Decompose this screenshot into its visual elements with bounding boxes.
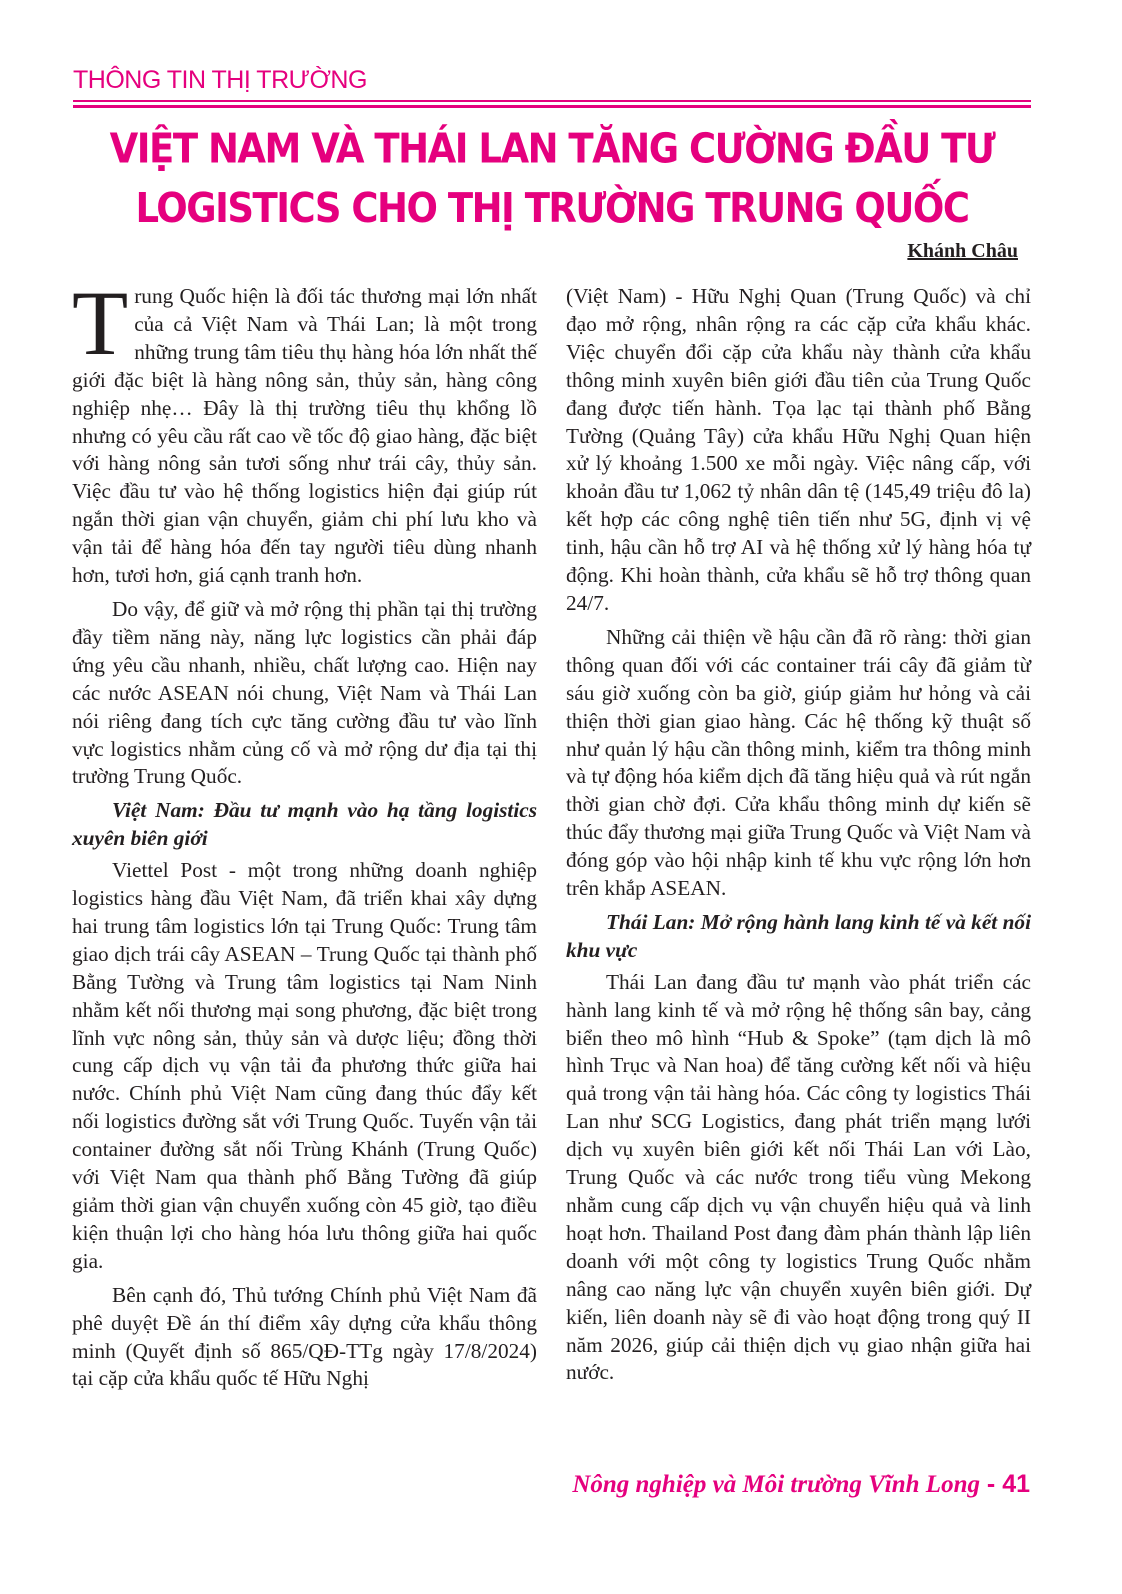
subheading: Việt Nam: Đầu tư mạnh vào hạ tầng logistics xuyên biên giới [72,798,537,851]
paragraph: Do vậy, để giữ và mở rộng thị phần tại thị trường đầy tiềm năng này, năng lực logistics cần phải đáp ứng yêu cầu nhanh, nhiều, chất lượng cao. Hiện nay các nước ASEAN nói chung, Việt Nam và Thái Lan nói riêng đang tích cực tăng cường đầu tư vào lĩnh vực logistics nhằm củng cố và mở rộng dư địa tại thị trường Trung Quốc. [72,596,537,789]
publication-name: Nông nghiệp và Môi trường Vĩnh Long [572,1471,980,1498]
section-label: THÔNG TIN THỊ TRƯỜNG [73,66,367,94]
subheading: Thái Lan: Mở rộng hành lang kinh tế và kết nối khu vực [566,909,1031,962]
paragraph: Thái Lan đang đầu tư mạnh vào phát triển các hành lang kinh tế và mở rộng hệ thống sân bay, cảng biển theo mô hình “Hub & Spoke” (tạm dịch là mô hình Trục và Nan hoa) để tăng cường kết nối và hiệu quả trong vận tải hàng hóa. Các công ty logistics Thái Lan như SCG Logistics, đang phát triển mạng lưới dịch vụ xuyên biên giới kết nối Thái Lan với Lào, Trung Quốc và các nước trong tiểu vùng Mekong nhằm cung cấp dịch vụ vận chuyển hiệu quả và linh hoạt hơn. Thailand Post đang đàm phán thành lập liên doanh với một công ty logistics Trung Quốc nhằm nâng cao năng lực vận chuyển xuyên biên giới. Dự kiến, liên doanh này sẽ đi vào hoạt động trong quý II năm 2026, giúp cải thiện dịch vụ giao nhận giữa hai nước. [566,969,1031,1385]
header-rule [73,100,1031,102]
paragraph: Bên cạnh đó, Thủ tướng Chính phủ Việt Nam đã phê duyệt Đề án thí điểm xây dựng cửa khẩu thông minh (Quyết định số 865/QĐ-TTg ngày 17/8/2024) tại cặp cửa khẩu quốc tế Hữu Nghị [72,1282,537,1391]
paragraph: Viettel Post - một trong những doanh nghiệp logistics hàng đầu Việt Nam, đã triển khai xây dựng hai trung tâm logistics lớn tại Trung Quốc: Trung tâm giao dịch trái cây ASEAN – Trung Quốc tại thành phố Bằng Tường và Trung tâm logistics tại Nam Ninh nhằm kết nối thương mại song phương, đặc biệt trong lĩnh vực nông sản, thủy sản và dược liệu; đồng thời cung cấp dịch vụ vận tải đa phương thức giữa hai nước. Chính phủ Việt Nam cũng đang thúc đẩy kết nối logistics đường sắt với Trung Quốc. Tuyến vận tải container đường sắt nối Trùng Khánh (Trung Quốc) với Việt Nam qua thành phố Bằng Tường đã giúp giảm thời gian vận chuyển xuống còn 45 giờ, tạo điều kiện thuận lợi cho hàng hóa lưu thông giữa hai quốc gia. [72,858,537,1273]
right-column [566,283,1031,1393]
author: Khánh Châu [907,240,1018,262]
page-number: 41 [1002,1470,1030,1498]
article-title [73,120,1031,239]
drop-cap: T [72,272,129,374]
title-line-1: VIỆT NAM VÀ THÁI LAN TĂNG CƯỜNG ĐẦU TƯ [109,125,995,173]
paragraph: Những cải thiện về hậu cần đã rõ ràng: thời gian thông quan đối với các container trái cây đã giảm từ sáu giờ xuống còn ba giờ, giúp giảm hư hỏng và cải thiện thời gian giao hàng. Các hệ thống kỹ thuật số như quản lý hậu cần thông minh, kiểm tra thông minh và tự động hóa kiểm dịch đã tăng hiệu quả và rút ngắn thời gian chờ đợi. Cửa khẩu thông minh dự kiến sẽ thúc đẩy thương mại giữa Trung Quốc và Việt Nam và đóng góp vào hội nhập kinh tế khu vực rộng lớn hơn trên khắp ASEAN. [566,624,1031,901]
paragraph: (Việt Nam) - Hữu Nghị Quan (Trung Quốc) và chỉ đạo mở rộng, nhân rộng ra các cặp cửa khẩu khác. Việc chuyển đổi cặp cửa khẩu này thành cửa khẩu thông minh xuyên biên giới đầu tiên của Trung Quốc đang được tiến hành. Tọa lạc tại thành phố Bằng Tường (Quảng Tây) cửa khẩu Hữu Nghị Quan hiện xử lý khoảng 1.500 xe mỗi ngày. Việc nâng cấp, với khoản đầu tư 1,062 tỷ nhân dân tệ (145,49 triệu đô la) kết hợp các công nghệ tiên tiến như 5G, định vị vệ tinh, hậu cần hỗ trợ AI và hệ thống xử lý hàng hóa tự động. Khi hoàn thành, cửa khẩu sẽ hỗ trợ thông quan 24/7. [566,284,1031,615]
footer-separator: - [979,1470,1003,1498]
footer [572,1470,1030,1499]
paragraph-text: rung Quốc hiện là đối tác thương mại lớn nhất của cả Việt Nam và Thái Lan; là một trong những trung tâm tiêu thụ hàng hóa lớn nhất thế giới đặc biệt là hàng nông sản, thủy sản, hàng công nghiệp nhẹ… Đây là thị trường tiêu thụ khổng lồ nhưng có yêu cầu rất cao về tốc độ giao hàng, đặc biệt với hàng nông sản tươi sống như trái cây, thủy sản. Việc đầu tư vào hệ thống logistics hiện đại giúp rút ngắn thời gian vận chuyển, giảm chi phí lưu kho và vận tải để hàng hóa đến tay người tiêu dùng nhanh hơn, tươi hơn, giá cạnh tranh hơn. [72,284,537,588]
title-line-2: LOGISTICS CHO THỊ TRƯỜNG TRUNG QUỐC [135,184,969,232]
header-rule-thick [73,105,1031,108]
left-column [72,272,537,1399]
paragraph [72,272,537,590]
